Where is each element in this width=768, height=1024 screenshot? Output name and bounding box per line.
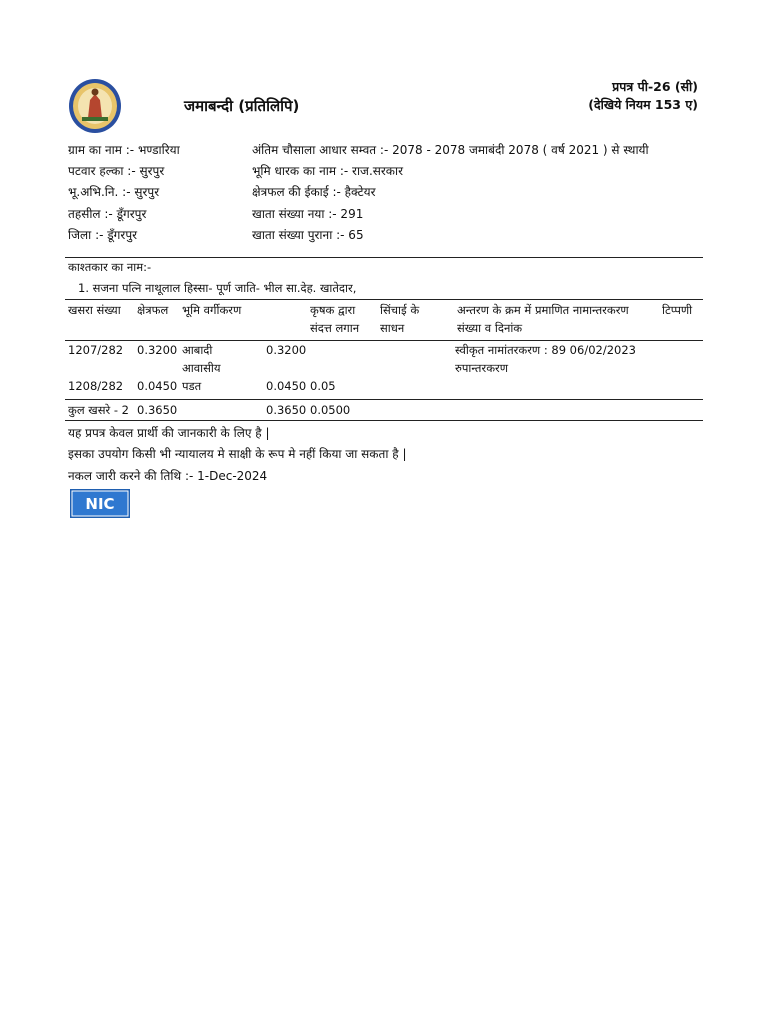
area-unit: क्षेत्रफल की ईकाई :- हैक्टेयर xyxy=(252,185,376,199)
divider-top xyxy=(65,257,703,258)
header-classification: भूमि वर्गीकरण xyxy=(182,303,242,317)
row-classification: आबादी xyxy=(182,343,213,357)
row-area: 0.0450 xyxy=(137,379,178,393)
district-name: जिला :- डूँगरपुर xyxy=(68,228,138,242)
header-irrigation-line2: साधन xyxy=(380,321,405,335)
tehsil-name: तहसील :- डूँगरपुर xyxy=(68,207,147,221)
land-record-inspector: भू.अभि.नि. :- सुरपुर xyxy=(68,185,160,199)
row-transfer: स्वीकृत नामांतरकरण : 89 06/02/2023 xyxy=(455,343,636,357)
divider-total xyxy=(65,399,703,400)
divider-table-top xyxy=(65,299,703,300)
row-rent: 0.05 xyxy=(310,379,336,393)
header-transfer-line2: संख्या व दिनांक xyxy=(457,321,523,335)
row-transfer-sub: रुपान्तरकरण xyxy=(455,361,509,375)
row-khasra: 1207/282 xyxy=(68,343,124,357)
village-name: ग्राम का नाम :- भण्डारिया xyxy=(68,143,180,157)
account-number-new: खाता संख्या नया :- 291 xyxy=(252,207,364,221)
total-class-area: 0.3650 xyxy=(266,403,307,417)
chausala-basis: अंतिम चौसाला आधार सम्वत :- 2078 - 2078 जमाबंदी 2078 ( वर्ष 2021 ) से स्थायी xyxy=(252,143,649,157)
divider-bottom xyxy=(65,420,703,421)
nic-logo xyxy=(70,489,130,518)
row-area: 0.3200 xyxy=(137,343,178,357)
header-transfer-line1: अन्तरण के क्रम में प्रमाणित नामान्तरकरण xyxy=(457,303,629,317)
form-number: प्रपत्र पी-26 (सी) xyxy=(612,79,698,94)
row-classification-sub: आवासीय xyxy=(182,361,221,375)
header-irrigation-line1: सिंचाई के xyxy=(380,303,420,317)
header-rent-line2: संदत्त लगान xyxy=(310,321,360,335)
total-area: 0.3650 xyxy=(137,403,178,417)
cultivator-label: काश्तकार का नाम:- xyxy=(68,260,152,274)
cultivator-entry: 1. सजना पत्नि नाथूलाल हिस्सा- पूर्ण जाति- भील सा.देह. खातेदार, xyxy=(78,281,357,295)
row-classification: पडत xyxy=(182,379,202,393)
header-rent-line1: कृषक द्वारा xyxy=(310,303,356,317)
row-khasra: 1208/282 xyxy=(68,379,124,393)
patwar-halka: पटवार हल्का :- सुरपुर xyxy=(68,164,165,178)
header-area: क्षेत्रफल xyxy=(137,303,169,317)
header-khasra: खसरा संख्या xyxy=(68,303,121,317)
header-remarks: टिप्पणी xyxy=(662,303,693,317)
rule-reference: (देखिये नियम 153 ए) xyxy=(588,97,698,112)
document-title: जमाबन्दी (प्रतिलिपि) xyxy=(184,97,300,115)
disclaimer-info: यह प्रपत्र केवल प्रार्थी की जानकारी के लिए है | xyxy=(68,426,270,440)
land-holder-name: भूमि धारक का नाम :- राज.सरकार xyxy=(252,164,404,178)
form-reference xyxy=(588,78,698,114)
account-number-old: खाता संख्या पुराना :- 65 xyxy=(252,228,364,242)
disclaimer-court: इसका उपयोग किसी भी न्यायालय मे साक्षी के रूप मे नहीं किया जा सकता है | xyxy=(68,447,407,461)
nic-logo-text: NIC xyxy=(85,495,115,513)
total-label: कुल खसरे - 2 xyxy=(68,403,129,417)
rajasthan-seal-logo xyxy=(68,78,122,134)
total-rent: 0.0500 xyxy=(310,403,351,417)
row-class-area: 0.3200 xyxy=(266,343,307,357)
row-class-area: 0.0450 xyxy=(266,379,307,393)
issue-date: नकल जारी करने की तिथि :- 1-Dec-2024 xyxy=(68,469,268,483)
